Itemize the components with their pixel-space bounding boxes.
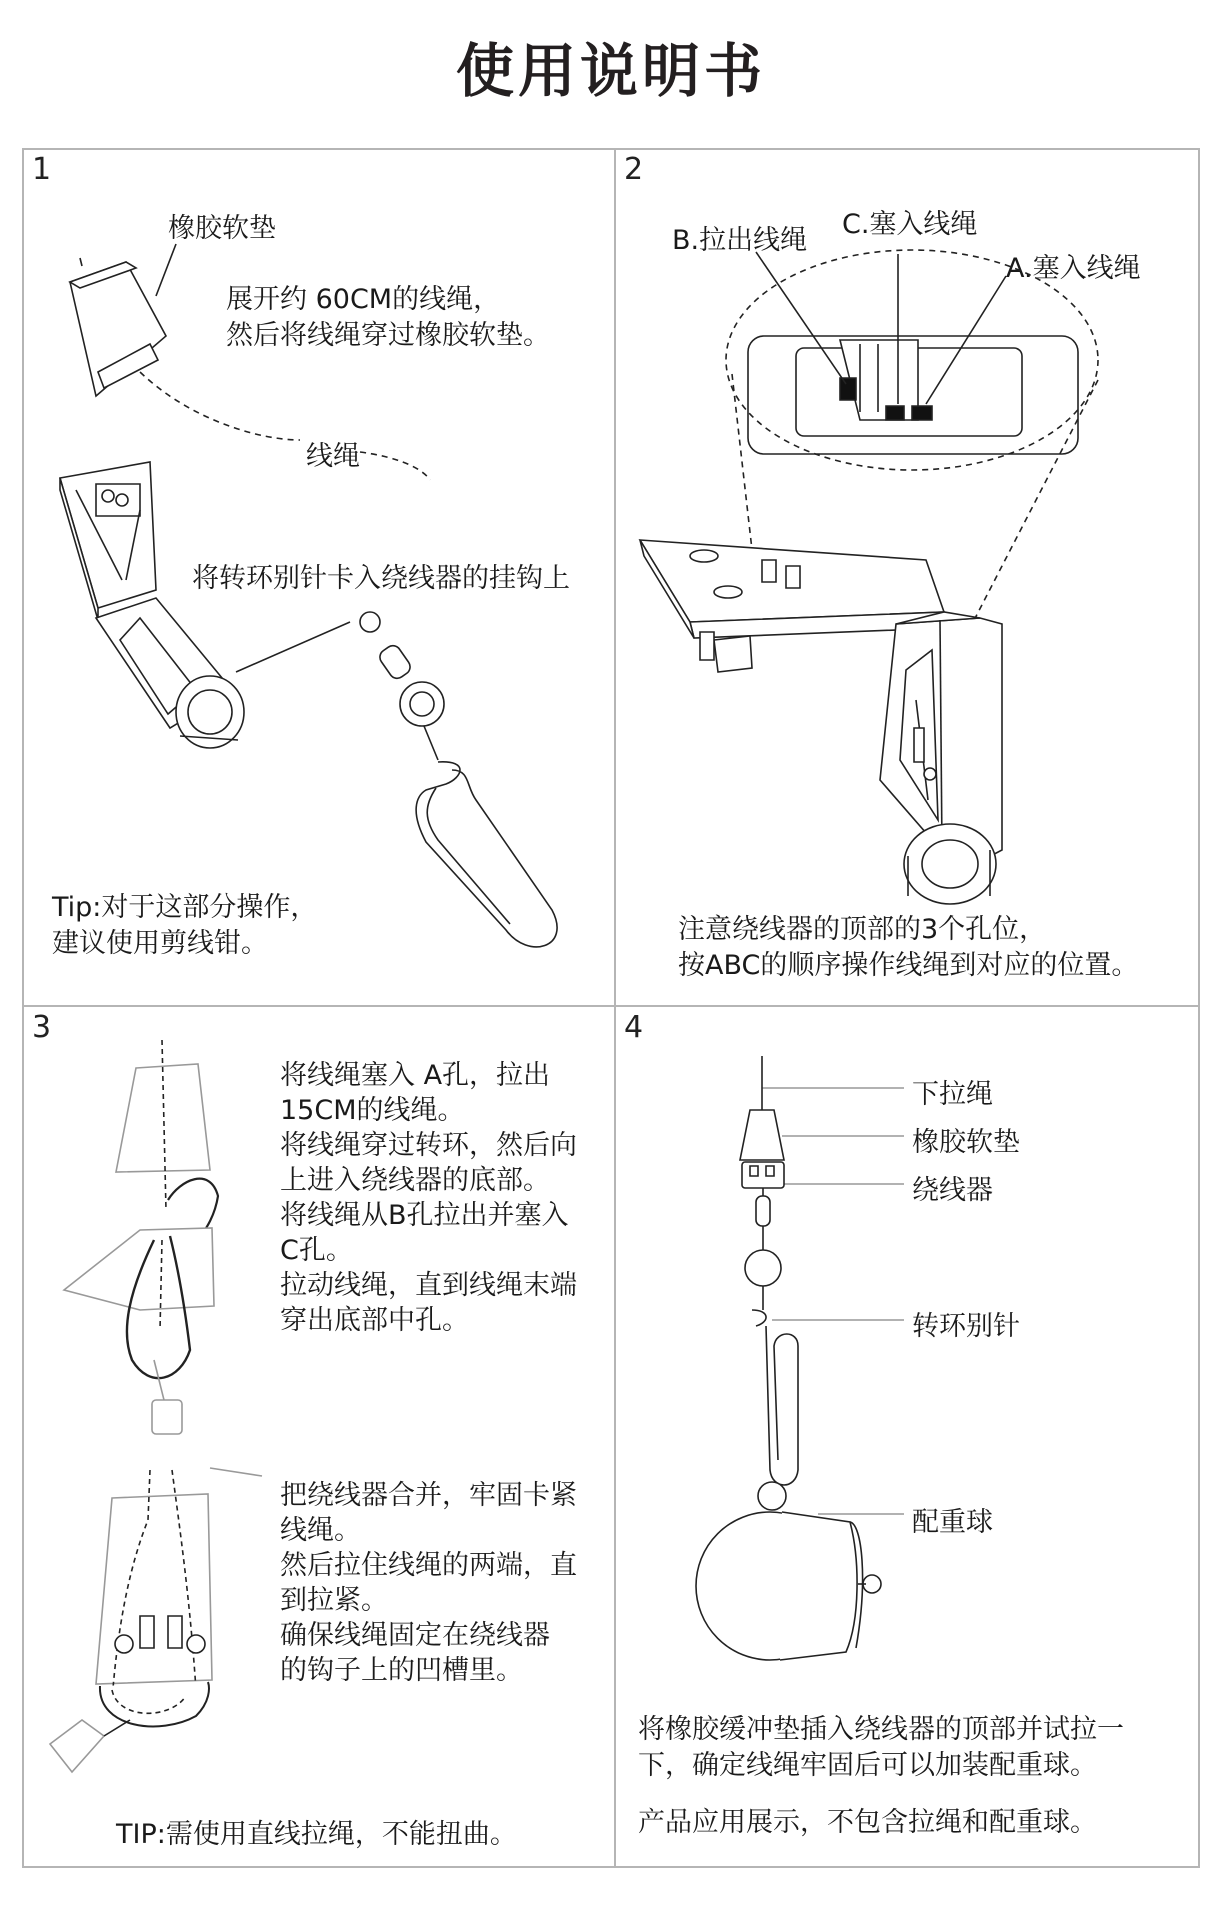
label-swivel-pin: 转环别针: [912, 1311, 1020, 1342]
label-winder: 绕线器: [912, 1175, 993, 1206]
panel-number: 2: [624, 152, 644, 187]
note-line: 注意绕线器的顶部的3个孔位，: [678, 914, 1047, 945]
step-line: 到拉紧。: [280, 1585, 388, 1616]
step-line: 然后拉住线绳的两端，直: [280, 1550, 577, 1581]
step-line: 将线绳从B孔拉出并塞入: [280, 1200, 569, 1231]
panel-number: 1: [32, 152, 52, 187]
hook-instruction: 将转环别针卡入绕线器的挂钩上: [192, 563, 570, 594]
note-text: 产品应用展示，不包含拉绳和配重球。: [638, 1807, 1097, 1838]
step-line: 将线绳塞入 A孔，拉出: [280, 1060, 551, 1091]
label-a-insert-cord: A.塞入线绳: [1006, 253, 1141, 284]
note-line: 按ABC的顺序操作线绳到对应的位置。: [678, 950, 1139, 981]
panel-number: 3: [32, 1010, 52, 1045]
label-pull-cord: 下拉绳: [912, 1079, 993, 1110]
step-line: 拉动线绳，直到线绳末端: [280, 1270, 577, 1301]
instruction-line: 展开约 60CM的线绳，: [226, 284, 501, 315]
tip-line: 建议使用剪线钳。: [52, 928, 268, 959]
tip-line: Tip:对于这部分操作，: [52, 892, 318, 923]
step-line: C孔。: [280, 1235, 353, 1266]
step-line: 把绕线器合并，牢固卡紧: [280, 1480, 577, 1511]
page-title: 使用说明书: [455, 37, 766, 105]
label-c-insert-cord: C.塞入线绳: [842, 209, 978, 240]
step-line: 的钩子上的凹槽里。: [280, 1655, 523, 1686]
panel-number: 4: [624, 1010, 644, 1045]
step-line: 将线绳穿过转环，然后向: [280, 1130, 577, 1161]
label-weight-ball: 配重球: [912, 1507, 993, 1538]
instruction-line: 下，确定线绳牢固后可以加装配重球。: [638, 1750, 1097, 1781]
instruction-line: 将橡胶缓冲垫插入绕线器的顶部并试拉一: [638, 1714, 1124, 1745]
tip-text: TIP:需使用直线拉绳，不能扭曲。: [116, 1819, 517, 1850]
instruction-line: 然后将线绳穿过橡胶软垫。: [226, 320, 550, 351]
label-b-pull-cord: B.拉出线绳: [672, 225, 808, 256]
step-line: 确保线绳固定在绕线器: [280, 1620, 550, 1651]
step-line: 穿出底部中孔。: [280, 1305, 469, 1336]
label-rubber-pad: 橡胶软垫: [168, 213, 276, 244]
label-rubber-pad: 橡胶软垫: [912, 1127, 1020, 1158]
step-line: 15CM的线绳。: [280, 1095, 465, 1126]
step-line: 上进入绕线器的底部。: [280, 1165, 550, 1196]
label-cord: 线绳: [306, 441, 360, 472]
step-line: 线绳。: [280, 1515, 361, 1546]
